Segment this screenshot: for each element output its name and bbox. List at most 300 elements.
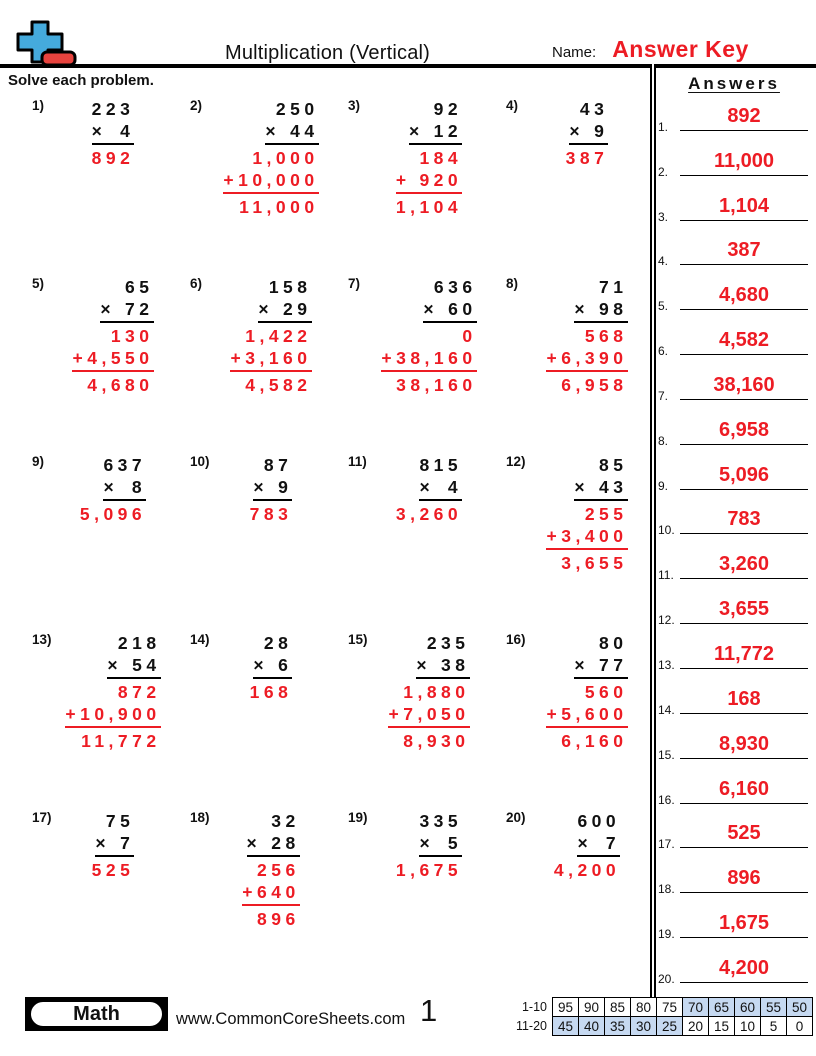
multiplicand: 80 — [599, 633, 628, 653]
answer-value: 1,675 — [718, 912, 770, 935]
sum-rule — [546, 370, 627, 372]
factor-block — [103, 454, 146, 501]
answer-value: 387 — [727, 239, 761, 262]
factor-block — [253, 454, 292, 501]
multiplicand: 85 — [599, 455, 628, 475]
answer-number: 3. — [658, 209, 669, 224]
answer-line — [680, 464, 808, 490]
problem — [496, 810, 654, 988]
grading-cell: 80 — [631, 998, 657, 1017]
problem — [496, 454, 654, 632]
problem-work — [56, 454, 146, 525]
problem-number: 7) — [348, 276, 361, 291]
problem-work — [542, 98, 609, 169]
answer-line — [680, 553, 808, 579]
problem-number: 12) — [506, 454, 526, 469]
partial-products — [546, 325, 627, 396]
multiply-icon: × — [574, 655, 590, 675]
multiplier-line — [103, 476, 146, 498]
partial-product — [242, 881, 299, 903]
grading-cell: 75 — [657, 998, 683, 1017]
answer-number: 2. — [658, 164, 669, 179]
answer-number: 8. — [658, 433, 669, 448]
problem-work — [357, 276, 476, 396]
answer-line — [680, 912, 808, 938]
partial-product: 1,422 — [245, 326, 312, 346]
answer-row — [656, 677, 814, 722]
problem-number: 16) — [506, 632, 526, 647]
answer-number: 19. — [658, 927, 675, 942]
multiplier: 5 — [447, 833, 463, 853]
multiplier: 29 — [283, 299, 312, 319]
partial-product — [546, 347, 627, 369]
sum-rule — [546, 548, 627, 550]
sum-rule — [388, 726, 469, 728]
answer-number: 20. — [658, 971, 675, 986]
problem-answer: 38,160 — [396, 375, 477, 395]
answer-number: 13. — [658, 657, 675, 672]
problem-number: 8) — [506, 276, 519, 291]
grading-cell: 60 — [735, 998, 761, 1017]
answer-value: 525 — [727, 822, 761, 845]
multiply-icon: × — [408, 121, 424, 141]
grading-cell: 15 — [709, 1017, 735, 1036]
partial-product: 1,000 — [252, 148, 319, 168]
answer-line — [680, 598, 808, 624]
multiplicand: 71 — [599, 277, 628, 297]
problem-answer: 892 — [91, 148, 135, 168]
sum-rule — [65, 726, 160, 728]
answer-line — [680, 105, 808, 131]
answer-row — [656, 722, 814, 767]
problem-number: 3) — [348, 98, 361, 113]
answer-line — [680, 822, 808, 848]
sum-rule — [546, 726, 627, 728]
problem-number: 5) — [32, 276, 45, 291]
factor-block — [409, 98, 462, 145]
answer-value: 1,104 — [718, 194, 770, 217]
multiplier-line — [247, 832, 300, 854]
answer-key-text: Answer Key — [612, 36, 749, 62]
multiplier-line — [253, 476, 292, 498]
grading-cell: 40 — [579, 1017, 605, 1036]
problem-answer: 6,160 — [561, 731, 628, 751]
multiplicand: 75 — [105, 811, 135, 831]
multiplier: 7 — [120, 833, 135, 853]
answer-number: 4. — [658, 254, 669, 269]
page-number: 1 — [420, 993, 438, 1028]
multiplier-line — [419, 476, 462, 498]
multiplier-line — [416, 654, 469, 676]
answer-line — [680, 778, 808, 804]
partial-products — [72, 325, 153, 396]
partial-value: 5,600 — [561, 704, 628, 724]
partial-value: 3,160 — [245, 348, 312, 368]
answer-value: 4,582 — [718, 329, 770, 352]
problem — [338, 454, 496, 632]
factor-block — [574, 276, 627, 323]
partial-product — [65, 703, 160, 725]
multiplicand: 218 — [117, 633, 161, 653]
answer-value: 5,096 — [718, 463, 770, 486]
partial-product — [396, 169, 462, 191]
answer-row — [656, 767, 814, 812]
partial-product: 872 — [117, 682, 161, 702]
grading-cell: 35 — [605, 1017, 631, 1036]
grading-cell: 0 — [787, 1017, 813, 1036]
multiply-icon: × — [253, 655, 269, 675]
partial-value: 6,390 — [561, 348, 628, 368]
problem — [496, 276, 654, 454]
answer-value: 38,160 — [713, 373, 775, 396]
answer-line — [680, 643, 808, 669]
sum-rule — [230, 370, 311, 372]
multiplier: 72 — [125, 299, 154, 319]
factor-block — [265, 98, 318, 145]
problem-answer: 11,000 — [239, 197, 319, 217]
sum-rule — [396, 192, 462, 194]
problem-number: 9) — [32, 454, 45, 469]
multiplier: 4 — [120, 121, 135, 141]
sum-rule — [242, 904, 299, 906]
page-title: Multiplication (Vertical) — [224, 42, 431, 64]
multiply-icon: × — [258, 299, 274, 319]
partial-product — [72, 347, 153, 369]
answer-line — [680, 688, 808, 714]
problem-answer: 4,200 — [553, 860, 621, 880]
multiplier: 4 — [447, 477, 463, 497]
answer-number: 9. — [658, 478, 669, 493]
partial-product — [546, 703, 627, 725]
factor-block — [574, 454, 627, 501]
multiplicand: 250 — [275, 99, 319, 119]
answer-number: 11. — [658, 568, 674, 583]
answer-value: 11,000 — [713, 149, 775, 172]
partial-value: 7,050 — [403, 704, 470, 724]
factor-block — [419, 810, 462, 857]
grading-cell: 65 — [709, 998, 735, 1017]
answer-value: 8,930 — [718, 732, 770, 755]
answer-row — [656, 139, 814, 184]
plus-sign: + — [395, 170, 411, 190]
problem-number: 13) — [32, 632, 52, 647]
grading-cell: 45 — [553, 1017, 579, 1036]
problem-number: 11) — [348, 454, 367, 469]
multiplier-line — [107, 654, 160, 676]
answer-value: 3,260 — [718, 553, 770, 576]
answer-value: 783 — [727, 508, 761, 531]
answer-row — [656, 363, 814, 408]
problem-work — [522, 632, 627, 752]
partial-products — [546, 503, 627, 574]
answer-line — [680, 733, 808, 759]
problem-answer: 6,958 — [561, 375, 628, 395]
partial-value: 10,000 — [238, 170, 319, 190]
answer-value: 892 — [727, 104, 761, 127]
answer-row — [656, 229, 814, 274]
partial-product — [546, 525, 627, 547]
name-label: Name: — [552, 44, 597, 61]
problem-answer: 387 — [565, 148, 609, 168]
partial-value: 640 — [257, 882, 300, 902]
partial-products — [381, 325, 476, 396]
problem-number: 1) — [32, 98, 45, 113]
problem-answer: 896 — [257, 909, 300, 929]
answer-row — [656, 273, 814, 318]
multiplicand: 235 — [426, 633, 470, 653]
multiplicand: 32 — [271, 811, 300, 831]
answer-line — [680, 239, 808, 265]
problem — [180, 632, 338, 810]
problem-number: 17) — [32, 810, 52, 825]
problem-work — [206, 276, 311, 396]
problem-work — [522, 454, 627, 574]
grading-cell: 95 — [553, 998, 579, 1017]
multiplicand: 637 — [103, 455, 147, 475]
grading-range-label: 11-20 — [515, 1019, 547, 1033]
multiply-icon: × — [100, 299, 116, 319]
plus-sign: + — [546, 526, 562, 546]
answer-row — [656, 542, 814, 587]
multiplier: 28 — [271, 833, 300, 853]
multiplicand: 600 — [577, 811, 621, 831]
plus-sign: + — [223, 170, 239, 190]
answer-value: 896 — [727, 867, 761, 890]
answer-line — [680, 374, 808, 400]
multiply-icon: × — [95, 833, 111, 853]
answer-row — [656, 587, 814, 632]
multiply-icon: × — [253, 477, 269, 497]
partial-products — [546, 681, 627, 752]
multiplier: 6 — [278, 655, 293, 675]
grading-cell: 85 — [605, 998, 631, 1017]
answer-number: 18. — [658, 882, 675, 897]
answer-line — [680, 284, 808, 310]
multiplicand: 92 — [433, 99, 463, 119]
subject-badge — [25, 997, 168, 1031]
subject-badge-label: Math — [29, 1000, 164, 1028]
partial-products — [65, 681, 160, 752]
answer-value: 11,772 — [713, 642, 775, 665]
partial-product: 1,880 — [403, 682, 470, 702]
problem — [180, 276, 338, 454]
grading-cell: 10 — [735, 1017, 761, 1036]
problem-answer: 525 — [91, 860, 135, 880]
multiply-icon: × — [574, 477, 590, 497]
partial-products — [396, 147, 462, 218]
partial-product: 184 — [419, 148, 463, 168]
answer-row — [656, 498, 814, 543]
partial-value: 10,900 — [80, 704, 161, 724]
problem — [22, 276, 180, 454]
multiplicand: 28 — [263, 633, 293, 653]
multiplier-line — [423, 298, 476, 320]
answer-line — [680, 508, 808, 534]
multiply-icon: × — [91, 121, 107, 141]
plus-sign: + — [546, 348, 562, 368]
multiplier-line — [569, 120, 608, 142]
problems-grid — [0, 98, 654, 988]
grading-row — [500, 998, 813, 1017]
multiplier: 77 — [599, 655, 628, 675]
multiply-icon: × — [107, 655, 123, 675]
partial-product — [388, 703, 469, 725]
grading-cell: 90 — [579, 998, 605, 1017]
problem-work — [372, 454, 462, 525]
multiply-icon: × — [569, 121, 585, 141]
problem-number: 10) — [190, 454, 210, 469]
partial-product — [230, 347, 311, 369]
answers-list — [656, 94, 814, 991]
answer-line — [680, 419, 808, 445]
answer-row — [656, 856, 814, 901]
plus-sign: + — [381, 348, 397, 368]
problem-answer: 4,582 — [245, 375, 312, 395]
answer-number: 16. — [658, 792, 675, 807]
answer-value: 168 — [727, 687, 761, 710]
multiply-icon: × — [419, 477, 435, 497]
problem-number: 18) — [190, 810, 210, 825]
problem — [338, 810, 496, 988]
problem-answer: 783 — [249, 504, 293, 524]
problem-work — [218, 810, 299, 930]
answer-row — [656, 453, 814, 498]
multiplicand: 87 — [263, 455, 293, 475]
factor-block — [258, 276, 311, 323]
partial-product — [381, 347, 476, 369]
answer-line — [680, 195, 808, 221]
multiplier: 54 — [132, 655, 161, 675]
multiply-icon: × — [577, 833, 593, 853]
multiplier: 98 — [599, 299, 628, 319]
problem-work — [68, 98, 135, 169]
answer-line — [680, 867, 808, 893]
multiply-icon: × — [574, 299, 590, 319]
problem-work — [364, 632, 469, 752]
multiplier-line — [574, 476, 627, 498]
multiply-icon: × — [265, 121, 281, 141]
problem-number: 15) — [348, 632, 368, 647]
partial-product — [223, 169, 318, 191]
problem — [22, 810, 180, 988]
partial-product: 255 — [584, 504, 628, 524]
problem-work — [226, 454, 293, 525]
partial-value: 3,400 — [561, 526, 628, 546]
multiplier-line — [574, 298, 627, 320]
factor-block — [95, 810, 134, 857]
plus-sign: + — [72, 348, 88, 368]
grading-table — [500, 997, 813, 1036]
partial-product: 568 — [584, 326, 628, 346]
problem-number: 19) — [348, 810, 368, 825]
answer-value: 4,680 — [718, 284, 770, 307]
plus-sign: + — [388, 704, 404, 724]
multiplier-line — [100, 298, 153, 320]
plus-sign: + — [65, 704, 81, 724]
answer-number: 17. — [658, 837, 675, 852]
problem — [496, 632, 654, 810]
answer-line — [680, 150, 808, 176]
multiply-icon: × — [416, 655, 432, 675]
problem-answer: 4,680 — [87, 375, 154, 395]
sum-rule — [223, 192, 318, 194]
answer-value: 6,958 — [718, 418, 770, 441]
multiplier: 43 — [599, 477, 628, 497]
website-url: www.CommonCoreSheets.com — [176, 1010, 406, 1028]
answer-number: 7. — [658, 388, 669, 403]
problem — [22, 98, 180, 276]
problem-work — [226, 632, 293, 703]
problem — [496, 98, 654, 276]
partial-products — [230, 325, 311, 396]
multiplier-line — [95, 832, 134, 854]
grading-cell: 30 — [631, 1017, 657, 1036]
multiplier: 12 — [433, 121, 463, 141]
factor-block — [423, 276, 476, 323]
answer-number: 5. — [658, 299, 669, 314]
multiplier: 9 — [594, 121, 609, 141]
grading-cell: 70 — [683, 998, 709, 1017]
answer-line — [680, 957, 808, 983]
multiplicand: 158 — [268, 277, 312, 297]
grading-cell: 25 — [657, 1017, 683, 1036]
grading-row — [500, 1017, 813, 1036]
plus-sign: + — [242, 882, 258, 902]
answer-value: 6,160 — [718, 777, 770, 800]
multiplier-line — [92, 120, 135, 142]
factor-block — [100, 276, 153, 323]
multiplier: 9 — [278, 477, 293, 497]
answer-row — [656, 946, 814, 991]
partial-value: 38,160 — [396, 348, 477, 368]
problem — [338, 276, 496, 454]
answer-value: 3,655 — [718, 598, 770, 621]
grading-cell: 50 — [787, 998, 813, 1017]
partial-product: 130 — [110, 326, 154, 346]
multiplier: 7 — [605, 833, 621, 853]
partial-product: 256 — [257, 860, 300, 880]
answer-number: 1. — [658, 119, 669, 134]
problem-number: 14) — [190, 632, 210, 647]
multiplier: 38 — [441, 655, 470, 675]
multiplier-line — [419, 832, 462, 854]
multiplier-line — [265, 120, 318, 142]
answer-number: 6. — [658, 344, 669, 359]
answer-value: 4,200 — [718, 956, 770, 979]
problem-answer: 5,096 — [79, 504, 147, 524]
problem — [180, 454, 338, 632]
answer-row — [656, 632, 814, 677]
factor-block — [92, 98, 135, 145]
problem-answer: 8,930 — [403, 731, 470, 751]
problem — [22, 632, 180, 810]
multiply-icon: × — [246, 833, 262, 853]
factor-block — [107, 632, 160, 679]
problem-number: 20) — [506, 810, 526, 825]
multiplicand: 43 — [579, 99, 609, 119]
partial-value: 4,550 — [87, 348, 154, 368]
factor-block — [416, 632, 469, 679]
sum-rule — [381, 370, 476, 372]
problem-work — [372, 810, 462, 881]
partial-product: 0 — [462, 326, 477, 346]
problem-answer: 168 — [249, 682, 293, 702]
multiplier-line — [253, 654, 292, 676]
plus-sign: + — [230, 348, 246, 368]
problem-work — [522, 276, 627, 396]
partial-product: 560 — [584, 682, 628, 702]
problem-number: 2) — [190, 98, 203, 113]
